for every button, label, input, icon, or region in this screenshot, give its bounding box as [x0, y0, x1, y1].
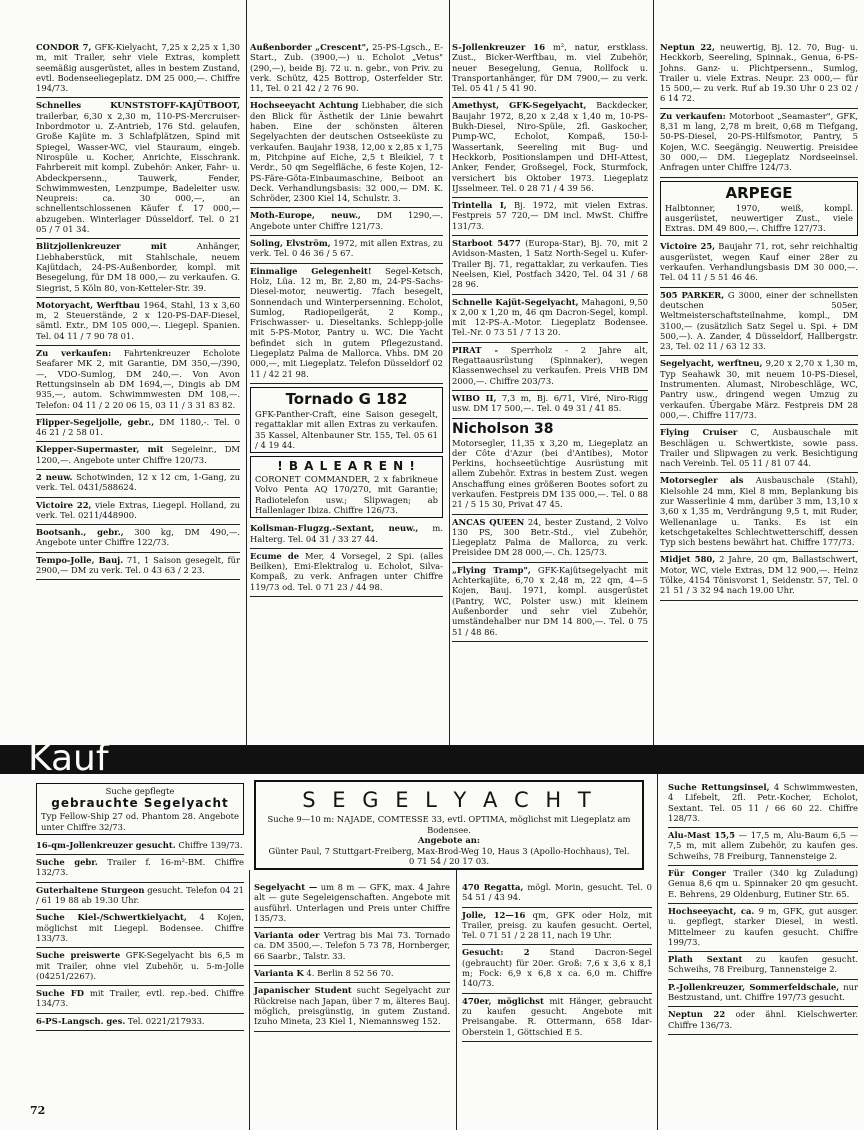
classified-ad: [36, 442, 240, 470]
classified-ad: [452, 419, 648, 515]
ad-text: Suche gebr. Trailer f. 16-m²-BM. Chiffre 132/73.: [36, 857, 244, 878]
ad-text: 505 PARKER, G 3000, einer der schnellsten deutschen 505er, Weltmeisterschaftsteilnahme, kompl., DM 3100,— (zusätzlich Satz Segel u. Spi. + DM 500,—). A. Zander, 4 Düsseldorf, Hallbergstr. 23, Tel. 02 11 / 63 12 33.: [660, 289, 858, 352]
column-divider: [449, 0, 450, 745]
ad-text: GFK-Panther-Craft, eine Saison gesegelt, regattaklar mit allen Extras zu verkaufen. 35 Kassel, Altenbauner Str. 155, Tel. 05 61 / 4 19 44.: [255, 408, 438, 450]
ad-text: Für Conger Trailer (340 kg Zuladung) Genua 8,6 qm u. Spinnaker 20 qm gesucht. E. Behrens, 29 Oldenburg, Eutiner Str. 65.: [668, 868, 859, 899]
classified-ad: [452, 391, 648, 419]
ad-text: Suche FD mit Trailer, evtl. rep.-bed. Chiffre 134/73.: [36, 988, 245, 1009]
classified-ad: [36, 346, 240, 415]
ad-text: Typ Fellow-Ship 27 od. Phantom 28. Angebote unter Chiffre 32/73.: [41, 811, 239, 832]
classified-ad: [462, 908, 652, 946]
ad-text: PIRAT - Sperrholz - 2 Jahre alt, Regattaausrüstung (Spinnaker), wegen Klassenwechsel zu verkaufen. Preis VHB DM 2000,—. Chiffre 203/73.: [452, 344, 648, 386]
ad-text: Neptun 22 oder ähnl. Kielschwerter. Chiffre 136/73.: [668, 1009, 858, 1030]
classified-ad: [668, 980, 858, 1008]
segelyacht-display-ad: [254, 780, 644, 870]
classified-ad: [452, 515, 648, 563]
classified-ad: [36, 40, 240, 98]
wanted-column: [462, 880, 652, 1042]
classified-ad: [452, 40, 648, 98]
ad-heading: gebrauchte Segelyacht: [51, 796, 229, 811]
ad-text: Außenborder „Crescent", 25-PS-Lgsch., E-Start., Zub. (3900,—) u. Echolot „Vetus" (290,—), beide Bj. 72 u. n. gebr., von Priv. zu verk. Schütz, 425 Bottrop, Osterfelder Str. 11, Tel. 0 21 42 / 2 76 90.: [250, 42, 443, 94]
ad-text: Amethyst, GFK-Segelyacht, Backdecker, Baujahr 1972, 8,20 x 2,48 x 1,40 m, 10-PS-Bukh-Diesel, Niro-Spüle, 2fl. Gaskocher, Pump-WC, Echolot, Kompaß, 150-l-Wassertank, Seereling mit Bug- und Heckkorb, Positionslampen und DHI-Attest, Anker, Fender, Großsegel, Fock, Sturmfock, versichert bis Oktober 1973. Liegeplatz IJsselmeer. Tel. 0 28 71 / 4 39 56.: [452, 100, 648, 193]
classified-ad: [668, 780, 858, 828]
classified-ad: [250, 521, 443, 549]
classified-ad: [452, 198, 648, 236]
ad-text: Jolle, 12—16 qm, GFK oder Holz, mit Trailer, preisg. zu kaufen gesucht. Oertel, Tel. 0 71 51 / 2 28 11, nach 19 Uhr.: [462, 909, 652, 941]
classified-ad: [250, 236, 443, 264]
classified-ad: [254, 928, 450, 966]
ad-text: Hochseeyacht, ca. 9 m, GFK, gut ausger. u. gepflegt, starker Diesel, in westl. Mittelmeer zu kaufen gesucht. Chiffre 199/73.: [668, 905, 859, 947]
classified-ad: [660, 239, 858, 287]
classified-ad: [36, 498, 240, 526]
ad-text: Starboot 5477 (Europa-Star), Bj. 70, mit 2 Avidson-Masten, 1 Satz North-Segel u. Kufer-Trailer Bj. 71, regattaklar, zu verkaufen. Ties Neelsen, Kiel, Postfach 3420, Tel. 04 31 / 68 28 96.: [452, 238, 648, 290]
classified-ad: [36, 239, 240, 297]
classified-ad: [36, 553, 240, 581]
ad-subtitle: Suche gepflegte: [105, 786, 175, 796]
classified-ad: [668, 866, 858, 904]
classified-ad: [660, 356, 858, 425]
ad-text: 16-qm-Jollenkreuzer gesucht. Chiffre 139/73.: [36, 839, 243, 850]
classified-ad: [250, 208, 443, 236]
ad-text: Midjet 580, 2 Jahre, 20 qm, Ballastschwert, Motor, WC, viele Extras, DM 12 900,—. Heinz Tölke, 4154 Tönisvorst 1, Seidenstr. 57, Tel. 0 21 51 / 3 32 94 nach 19.00 Uhr.: [660, 554, 858, 596]
classified-ad: [36, 1014, 244, 1031]
ad-text: Victoire 25, Baujahr 71, rot, sehr reichhaltig ausgerüstet, wegen Kauf einer 28er zu verkaufen. Verhandlungsbasis DM 30 000,—. Tel. 04 11 / 5 51 46 46.: [660, 241, 859, 283]
classified-ad: [660, 109, 858, 178]
classified-ad: [36, 986, 244, 1014]
ad-heading: Tornado G 182: [285, 389, 408, 408]
classified-ad: [250, 549, 443, 597]
ad-heading: ARPEGE: [725, 183, 793, 202]
column-divider: [246, 0, 247, 745]
classified-ad: [36, 948, 244, 986]
ad-text: Zu verkaufen: Motorboot „Seamaster", GFK, 8,31 m lang, 2,78 m breit, 0,68 m Tiefgang, 50-PS-Diesel, 20-PS-Hilfsmotor, Pantry, 5 Kojen, W.C. Seegängig. Neuwertig. Preisidee 30 000,— DM. Liegeplatz Nordseeinsel. Anfragen unter Chiffre 124/73.: [660, 110, 858, 173]
ad-text: Suche Kiel-/Schwertkielyacht, 4 Kojen, möglichst mit Liegepl. Bodensee. Chiffre 133/73.: [36, 912, 244, 943]
ad-text: CORONET COMMANDER, 2 x fabrikneue Volvo Penta AQ 170/270, mit Garantie; Radiotelefon usw.; Slipwagen; ab Hallenlager Ibiza. Chiffre 126/73.: [255, 474, 438, 515]
segelyacht-text: Angebote an:: [418, 835, 480, 845]
classified-ad: [660, 288, 858, 357]
ad-text: S-Jollenkreuzer 16 m², natur, erstklass. Zust., Bicker-Werftbau, m. viel Zubehör, neuer Besegelung, Genua, Rollfock u. Transportanhänger, für DM 7900,— zu verk. Tel. 05 41 / 5 41 90.: [452, 42, 648, 94]
wanted-column: [36, 780, 244, 1031]
ad-text: Trintella I, Bj. 1972, mit vielen Extras. Festpreis 57 720,— DM incl. MwSt. Chiffre 131/73.: [452, 200, 648, 231]
classified-ad: [660, 552, 858, 600]
boxed-ad: [250, 387, 443, 453]
classified-ad: [250, 40, 443, 98]
ad-text: Flipper-Segeljolle, gebr., DM 1180,-. Tel. 0 46 21 / 2 58 01.: [36, 416, 241, 438]
boxed-ad: [660, 181, 858, 237]
ad-text: Einmalige Gelegenheit! Segel-Ketsch, Holz, Lüa. 12 m, Br. 2,80 m, 24-PS-Sachs-Diesel-motor, neuwertig. 7fach besegelt, Sonnendach und Winterpersenning. Echolot, Sumlog, Radiopeilgerät, 2 Komp., Frischwasser- u. Dieseltanks. Schlepp-jolle mit 5-PS-Motor, Pantry u. WC. Die Yacht befindet sich in gutem Pflegezustand. Liegeplatz Palma de Mallorca. Vhbs. DM 20 000,—, mit Liegeplatz. Telefon Düsseldorf 02 11 / 42 21 98.: [250, 265, 443, 379]
classified-ad: [668, 828, 858, 866]
column-divider: [456, 870, 457, 1130]
kauf-section-title: Kauf: [28, 738, 109, 779]
classified-column: [36, 40, 240, 580]
wanted-column: [668, 780, 858, 1035]
page-number: 72: [30, 1104, 46, 1117]
classified-ad: [254, 983, 450, 1031]
ad-text: Bootsanh., gebr., 300 kg, DM 490,—. Angebote unter Chiffre 122/73.: [36, 527, 240, 548]
ad-text: Hochseeyacht Achtung Liebhaber, die sich den Blick für Ästhetik der Linie bewahrt haben. Eine der schönsten älteren Segelyachten der deutschen Ostseeküste zu verkaufen. Baujahr 1938, 12,00 x 2,85 x 1,75 m, Pitchpine auf Eiche, 2,5 t Bleikiel, 7 t Verdr., 50 qm Segelfläche, 6 feste Kojen, 12-PS-Färe-Göta-Einbaumaschine, Beiboot an Deck. Verhandlungsbasis: 32 000,— DM. K. Schröder, 2300 Kiel 14, Schulstr. 3.: [250, 100, 443, 204]
ad-text: Suche Rettungsinsel, 4 Schwimmwesten, 4 Lifebelt, 2fl. Petr.-Kocher, Echolot, Sextant. Tel. 05 11 / 66 60 22. Chiffre 128/73.: [668, 782, 858, 823]
classified-ad: [254, 966, 450, 983]
ad-text: Victoire 22, viele Extras, Liegepl. Holland, zu verk. Tel. 0211/448900.: [36, 499, 240, 520]
ad-text: Segelyacht — um 8 m — GFK, max. 4 Jahre alt — gute Segeleigenschaften. Angebote mit ausführl. Unterlagen und Preis unter Chiffre 135/73.: [254, 882, 450, 923]
ad-text: 470er, möglichst mit Hänger, gebraucht zu kaufen gesucht. Angebote mit Preisangabe. R. Ottermann, 658 Idar-Oberstein 1, Göttschied E 5.: [462, 995, 652, 1037]
ad-text: ANCAS QUEEN 24, bester Zustand, 2 Volvo 130 PS, 300 Betr.-Std., viel Zubehör, Liegeplatz Palma de Mallorca, zu verk. Preisidee DM 28 000,—. Ch. 125/73.: [452, 516, 648, 558]
classified-ad: [462, 994, 652, 1042]
ad-text: P.-Jollenkreuzer, Sommerfeldschale, nur Bestzustand, unt. Chiffre 197/73 gesucht.: [668, 981, 858, 1003]
classified-ad: [36, 470, 240, 498]
ad-text: Varianta oder Vertrag bis Mai 73. Tornado ca. DM 3500,—. Telefon 5 73 78, Hornberger, 66 Saarbr., Talstr. 33.: [254, 930, 450, 961]
classified-ad: [452, 343, 648, 391]
ad-text: „Flying Tramp", GFK-Kajütsegelyacht mit Achterkajüte, 6,70 x 2,48 m, 22 qm, 4—5 Kojen, Bauj. 1971, kompl. ausgerüstet (Pantry, WC, Polster usw.) mit kleinem Außenborder und sehr viel Zubehör, umständehalber nur DM 14 800,—. Tel. 0 75 51 / 48 86.: [452, 564, 648, 637]
boxed-ad: [250, 456, 443, 518]
ad-text: Ecume de Mer, 4 Vorsegel, 2 Spi. (alles Beilken), Emi-Elektralog u. Echolot, Silva-Kompaß, zu verk. Anfragen unter Chiffre 119/73 od. Tel. 0 71 23 / 44 98.: [250, 550, 443, 592]
ad-text: Alu-Mast 15,5 — 17,5 m, Alu-Baum 6,5 — 7,5 m, mit allem Zubehör, zu kaufen ges. Schweihs, 78 Freiburg, Tannensteige 2.: [668, 830, 858, 861]
classified-column: [250, 40, 443, 597]
ad-text: Schnelle Kajüt-Segelyacht, Mahagoni, 9,50 x 2,00 x 1,20 m, 46 qm Dacron-Segel, kompl. mit 12-PS-A.-Motor. Liegeplatz Bodensee. Tel.-Nr. 0 73 51 / 7 13 20.: [452, 296, 648, 338]
classified-ad: [660, 40, 858, 109]
ad-text: Motorsegler, 11,35 x 3,20 m, Liegeplatz an der Côte d'Azur (bei d'Antibes), Motor Perkins, hochseetüchtige Ausrüstung mit allem Zubehör. Extras in bestem Zust. wegen Anschaffung eines größeren Bootes sofort zu verkaufen. Festpreis DM 135 000,—. Tel. 0 88 21 / 5 15 30, Privat 47 45.: [452, 437, 648, 510]
classified-ad: [36, 298, 240, 346]
ad-text: 470 Regatta, mögl. Morin, gesucht. Tel. 0 54 51 / 43 94.: [462, 882, 652, 903]
ad-text: 2 neuw. Schotwinden, 12 x 12 cm, 1-Gang, zu verk. Tel. 0431/588624.: [36, 471, 240, 493]
ad-text: Neptun 22, neuwertig, Bj. 12. 70, Bug- u. Heckkorb, Seereling, Spinnak., Genua, 6-PS-Johns. Ganz- u. Plichtpersenn., Sumlog, Trailer u. viele Extras. Neupr. 23 000,— für 15 500,— zu verk. Ruf ab 19.30 Uhr 0 23 02 / 6 14 72.: [660, 42, 859, 104]
classified-ad: [452, 295, 648, 343]
classified-ad: [254, 880, 450, 928]
column-divider: [657, 774, 658, 1130]
ad-text: Tempo-Jolle, Bauj. 71, 1 Saison gesegelt, für 2900,— DM zu verk. Tel. 0 43 63 / 2 23.: [36, 554, 240, 576]
classified-ad: [668, 1007, 858, 1035]
ad-text: Japanischer Student sucht Segelyacht zur Rückreise nach Japan, über 7 m, älteres Bauj. möglich, preisgünstig, in gutem Zustand. Izuho Mineta, 23 Kiel 1, Niemannsweg 152.: [254, 985, 450, 1027]
classified-ad: [462, 945, 652, 993]
classified-column: [452, 40, 648, 642]
boxed-ad: [36, 783, 244, 835]
segelyacht-text: Suche 9—10 m: NAJADE, COMTESSE 33, evtl. OPTIMA, möglichst mit Liegeplatz am Bodensee.: [267, 814, 631, 835]
ad-text: Moth-Europe, neuw., DM 1290,—. Angebote unter Chiffre 121/73.: [250, 210, 443, 231]
classified-ad: [36, 855, 244, 883]
ad-text: Klepper-Supermaster, mit Segeleinr., DM 1200,—. Angebote unter Chiffre 120/73.: [36, 444, 240, 465]
column-divider: [653, 0, 654, 745]
ad-text: Varianta K 4. Berlin 8 52 56 70.: [254, 968, 394, 979]
ad-text: Suche preiswerte GFK-Segelyacht bis 6,5 m mit Trailer, ohne viel Zubehör, u. 5-m-Jolle (04251/2267).: [36, 950, 244, 981]
ad-text: Halbtonner, 1970, weiß, kompl. ausgerüstet, neuwertiger Zust., viele Extras. DM 49 800,—. Chiffre 127/73.: [665, 202, 853, 234]
segelyacht-title: S E G E L Y A C H T: [302, 788, 596, 812]
column-divider: [249, 870, 250, 1130]
classified-column: [660, 40, 858, 601]
ad-heading: Nicholson 38: [452, 420, 554, 437]
classified-ad: [660, 473, 858, 552]
classified-ad: [36, 883, 244, 911]
classified-ad: [36, 98, 240, 239]
classified-ad: [668, 904, 858, 952]
classified-ad: [452, 98, 648, 198]
classified-ad: [36, 415, 240, 443]
ad-text: Kollsman-Flugzg.-Sextant, neuw., m. Halterg. Tel. 04 31 / 33 27 44.: [250, 523, 443, 544]
classified-ad: [36, 910, 244, 948]
ad-text: Zu verkaufen: Fahrtenkreuzer Echolote Seafarer MK 2, mit Garantie, DM 350,—/390,—, VDO-Sumlog, DM 240,—. Von Avon Rettungsinseln ab DM 1694,—, Dingis ab DM 935,—, autom. Schwimmwesten DM 108,—. Telefon: 04 11 / 2 20 06 15, 03 11 / 3 31 83 82.: [36, 348, 240, 410]
ad-text: Guterhaltene Sturgeon gesucht. Telefon 04 21 / 61 19 88 ab 19.30 Uhr.: [36, 884, 244, 906]
ad-text: Segelyacht, werftneu, 9,20 x 2,70 x 1,30 m, Typ Seahawk 30, mit neuem 10-PS-Diesel, Instrumenten. Alumast, Nirobeschläge, WC, Pantry usw., dringend wegen Umzug zu verkaufen. Übergabe März. Festpreis DM 28 000,—. Chiffre 117/73.: [660, 358, 858, 420]
ad-heading: ! B A L E A R E N !: [277, 459, 416, 474]
ad-text: Motoryacht, Werftbau 1964, Stahl, 13 x 3,60 m, 2 Steuerstände, 2 x 120-PS-DAF-Diesel, sämtl. Extr., DM 105 000,—. Liegepl. Spanien. Tel. 04 11 / 7 90 78 01.: [36, 299, 240, 341]
kauf-section-bar: [0, 738, 864, 779]
classified-ad: [452, 236, 648, 294]
classified-ad: [36, 838, 244, 855]
classified-ad: [36, 525, 240, 553]
classified-ad: [660, 425, 858, 473]
classified-ad: [452, 563, 648, 642]
ad-text: Schnelles KUNSTSTOFF-KAJÜTBOOT, trailerbar, 6,30 x 2,30 m, 110-PS-Mercruiser-Inbordmotor u. Z-Antrieb, 176 Std. gelaufen, Große Kajüte m. 3 Schlafplätzen, Spind mit Spiegel, Wasser-WC, viel Stauraum, eingeb. Nirospüle u. Kocher, Anrichte, Eisschrank. Fahrbereit mit kompl. Zubehör: Anker, Fahr- u. Abdeckpersenn., Tauwerk, Fender, Schwimmwesten, Lenzpumpe, Badeleiter usw. Neupreis: ca. 30 000,—, an schnellentschlossenen Käufer f. 17 000,— abzugeben. Winterlager Düsseldorf. Tel. 0 21 05 / 7 01 34.: [36, 100, 240, 235]
ad-text: WIBO II, 7,3 m, Bj. 6/71, Viré, Niro-Rigg usw. DM 17 500,—. Tel. 0 49 31 / 41 85.: [452, 392, 648, 414]
ad-text: Soling, Elvström, 1972, mit allen Extras, zu verk. Tel. 0 46 36 / 5 67.: [250, 238, 443, 259]
ad-text: 6-PS-Langsch. ges. Tel. 0221/217933.: [36, 1015, 205, 1026]
wanted-column: [254, 880, 450, 1032]
classified-ad: [462, 880, 652, 908]
classified-ad: [668, 952, 858, 980]
ad-text: Blitzjollenkreuzer mit Anhänger, Liebhaberstück, mit Stahlschale, neuem Kajütdach, 24-PS-Außenborder, kompl. mit Besegelung, für DM 18 000,— zu verkaufen. G. Siegrist, 5 Köln 80, von-Ketteler-Str. 39.: [36, 241, 240, 293]
classified-ad: [250, 98, 443, 208]
ad-text: Plath Sextant zu kaufen gesucht. Schweihs, 78 Freiburg, Tannensteige 2.: [668, 954, 858, 975]
ad-text: CONDOR 7, GFK-Kielyacht, 7,25 x 2,25 x 1,30 m, mit Trailer, sehr viele Extras, komplett seemäßig ausgerüstet, alles in bestem Zustand, evtl. Bodenseeliegeplatz. DM 25 000,—. Chiffre 194/73.: [36, 42, 241, 94]
ad-text: Flying Cruiser C, Ausbauschale mit Beschlägen u. Schwertkiste, sowie pass. Trailer und Slipwagen zu verk. Besichtigung nach Vereinb. Tel. 05 11 / 81 07 44.: [660, 427, 858, 469]
classified-ad: [250, 264, 443, 384]
ad-text: Gesucht: 2 Stand Dacron-Segel (gebraucht) für 20er. Groß: 7,6 x 3,6 x 8,1 m; Fock: 6,9 x 6,8 x ca. 6,0 m. Chiffre 140/73.: [462, 947, 652, 989]
segelyacht-text: Günter Paul, 7 Stuttgart-Freiberg, Max-Brod-Weg 10, Haus 3 (Apollo-Hochhaus), Tel. 0 71 54 / 20 17 03.: [268, 845, 630, 866]
ad-text: Motorsegler als Ausbauschale (Stahl), Kielsohle 24 mm, Kiel 8 mm, Beplankung bis zur Wasserlinie 4 mm, darüber 3 mm, 13,10 x 3,60 x 1,35 m, Verdrängung 9,5 t, mit Ruder, Wellenanlage u. Tanks. Es ist ein ketschgetakeltes Schlechtwetterschiff, dessen Typ sich bestens bewährt hat. Chiffre 177/73.: [660, 475, 858, 548]
